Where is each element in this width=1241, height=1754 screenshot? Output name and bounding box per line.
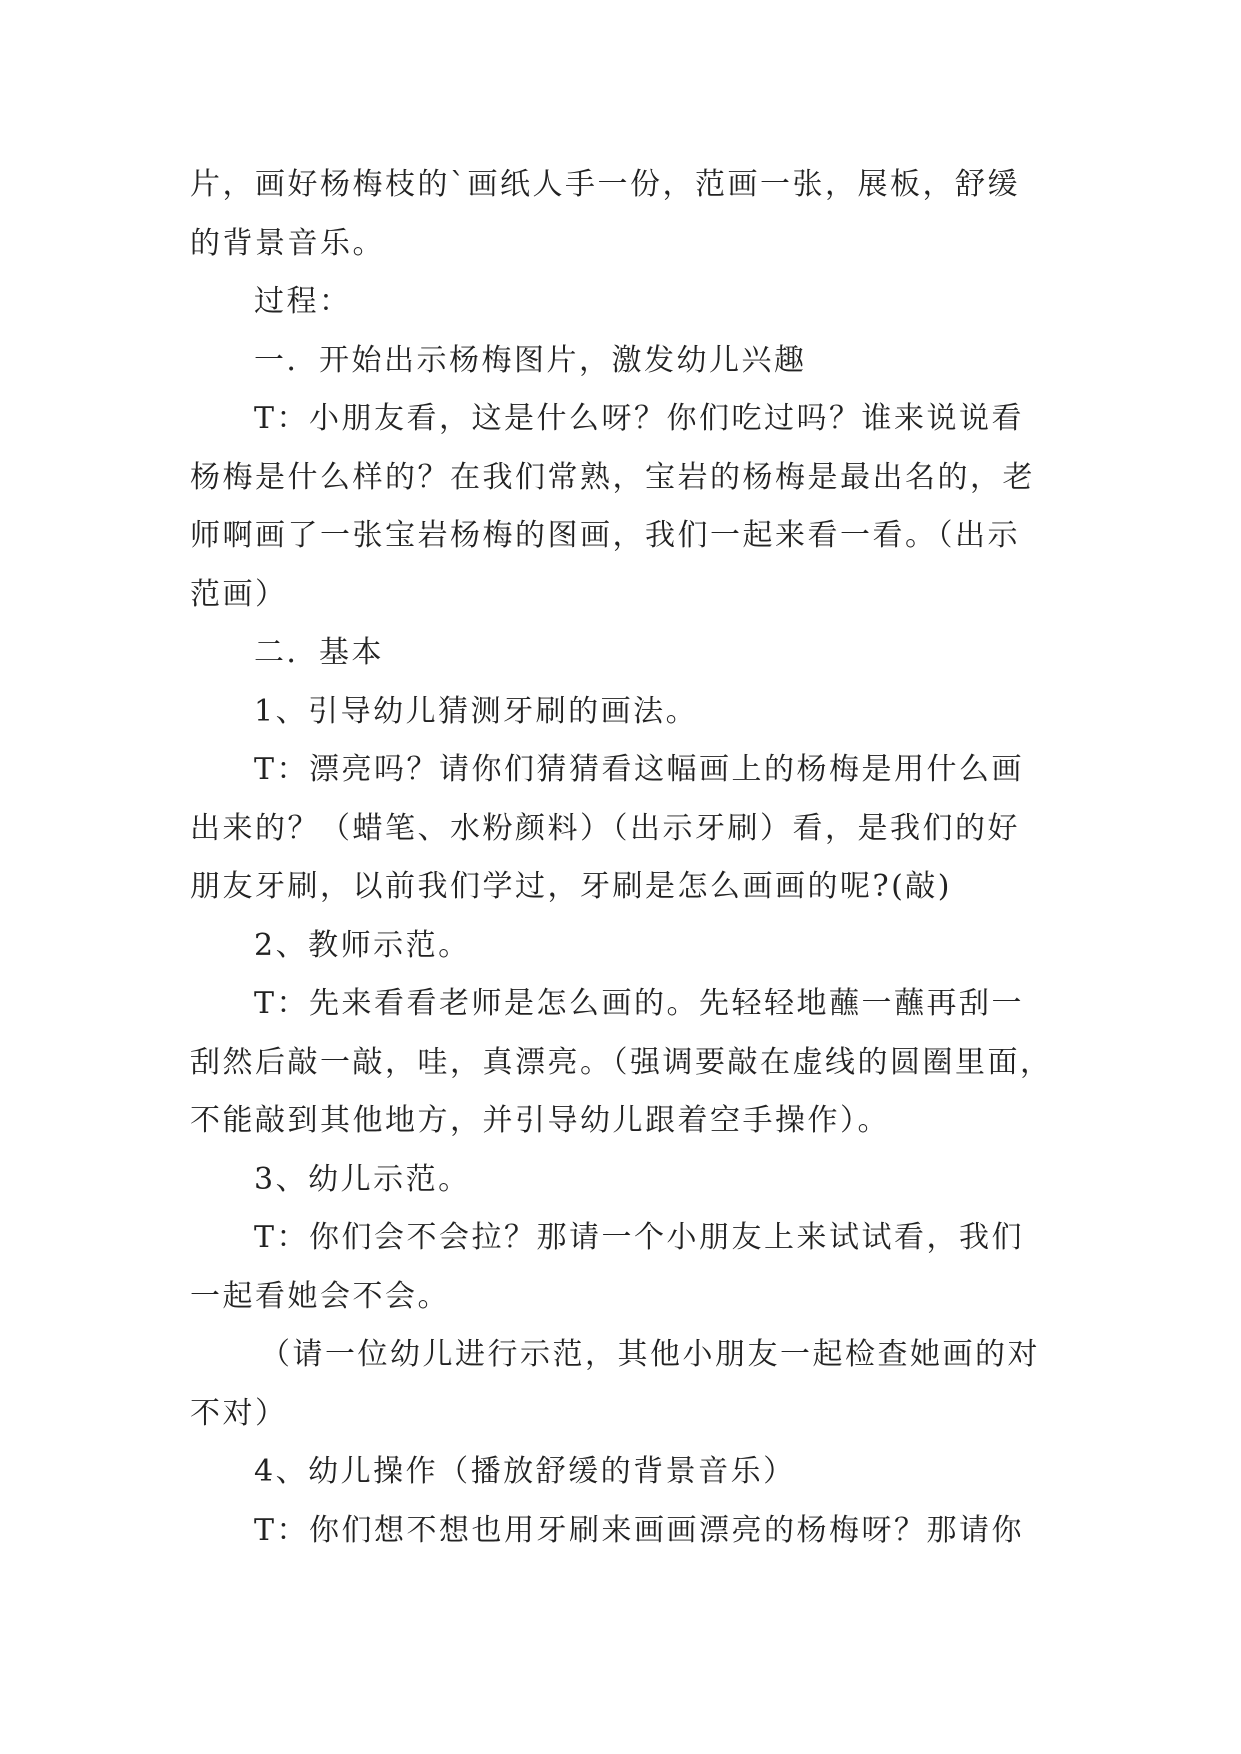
- text-line: T：你们想不想也用牙刷来画画漂亮的杨梅呀？那请你: [254, 1512, 1025, 1548]
- text-line: 的背景音乐。: [190, 225, 385, 261]
- document-body: [190, 156, 1070, 1560]
- text-line: T：先来看看老师是怎么画的。先轻轻地蘸一蘸再刮一: [254, 986, 1025, 1021]
- text-line: T：你们会不会拉？那请一个小朋友上来试试看，我们: [254, 1220, 1025, 1255]
- section-heading: 一．开始出示杨梅图片，激发幼儿兴趣: [254, 342, 807, 378]
- text-line: 2、教师示范。: [254, 927, 471, 963]
- text-line: 师啊画了一张宝岩杨梅的图画，我们一起来看一看。（出示: [190, 518, 1020, 553]
- section-heading: 二．基本: [254, 635, 384, 670]
- text-line: 杨梅是什么样的？在我们常熟，宝岩的杨梅是最出名的，老: [190, 459, 1035, 495]
- text-line: （请一位幼儿进行示范，其他小朋友一起检查她画的对: [260, 1337, 1040, 1372]
- text-line: 过程：: [254, 284, 352, 319]
- text-line: 出来的？（蜡笔、水粉颜料）（出示牙刷）看，是我们的好: [190, 810, 1020, 846]
- text-line: T：小朋友看，这是什么呀？你们吃过吗？谁来说说看: [254, 401, 1025, 436]
- text-line: 不对）: [190, 1395, 288, 1431]
- text-line: 4、幼儿操作（播放舒缓的背景音乐）: [254, 1454, 796, 1489]
- text-line: 朋友牙刷，以前我们学过，牙刷是怎么画画的呢?(敲): [190, 869, 952, 904]
- text-line: 1、引导幼儿猜测牙刷的画法。: [254, 693, 699, 729]
- text-line: 范画）: [190, 576, 288, 612]
- text-line: T：漂亮吗？请你们猜猜看这幅画上的杨梅是用什么画: [254, 752, 1025, 787]
- text-line: 不能敲到其他地方，并引导幼儿跟着空手操作）。: [190, 1103, 890, 1138]
- text-line: 一起看她会不会。: [190, 1278, 450, 1314]
- text-line: 片，画好杨梅枝的`画纸人手一份，范画一张，展板，舒缓: [190, 167, 1020, 202]
- text-line: 刮然后敲一敲，哇，真漂亮。（强调要敲在虚线的圆圈里面，: [190, 1044, 1053, 1080]
- text-line: 3、幼儿示范。: [254, 1161, 471, 1197]
